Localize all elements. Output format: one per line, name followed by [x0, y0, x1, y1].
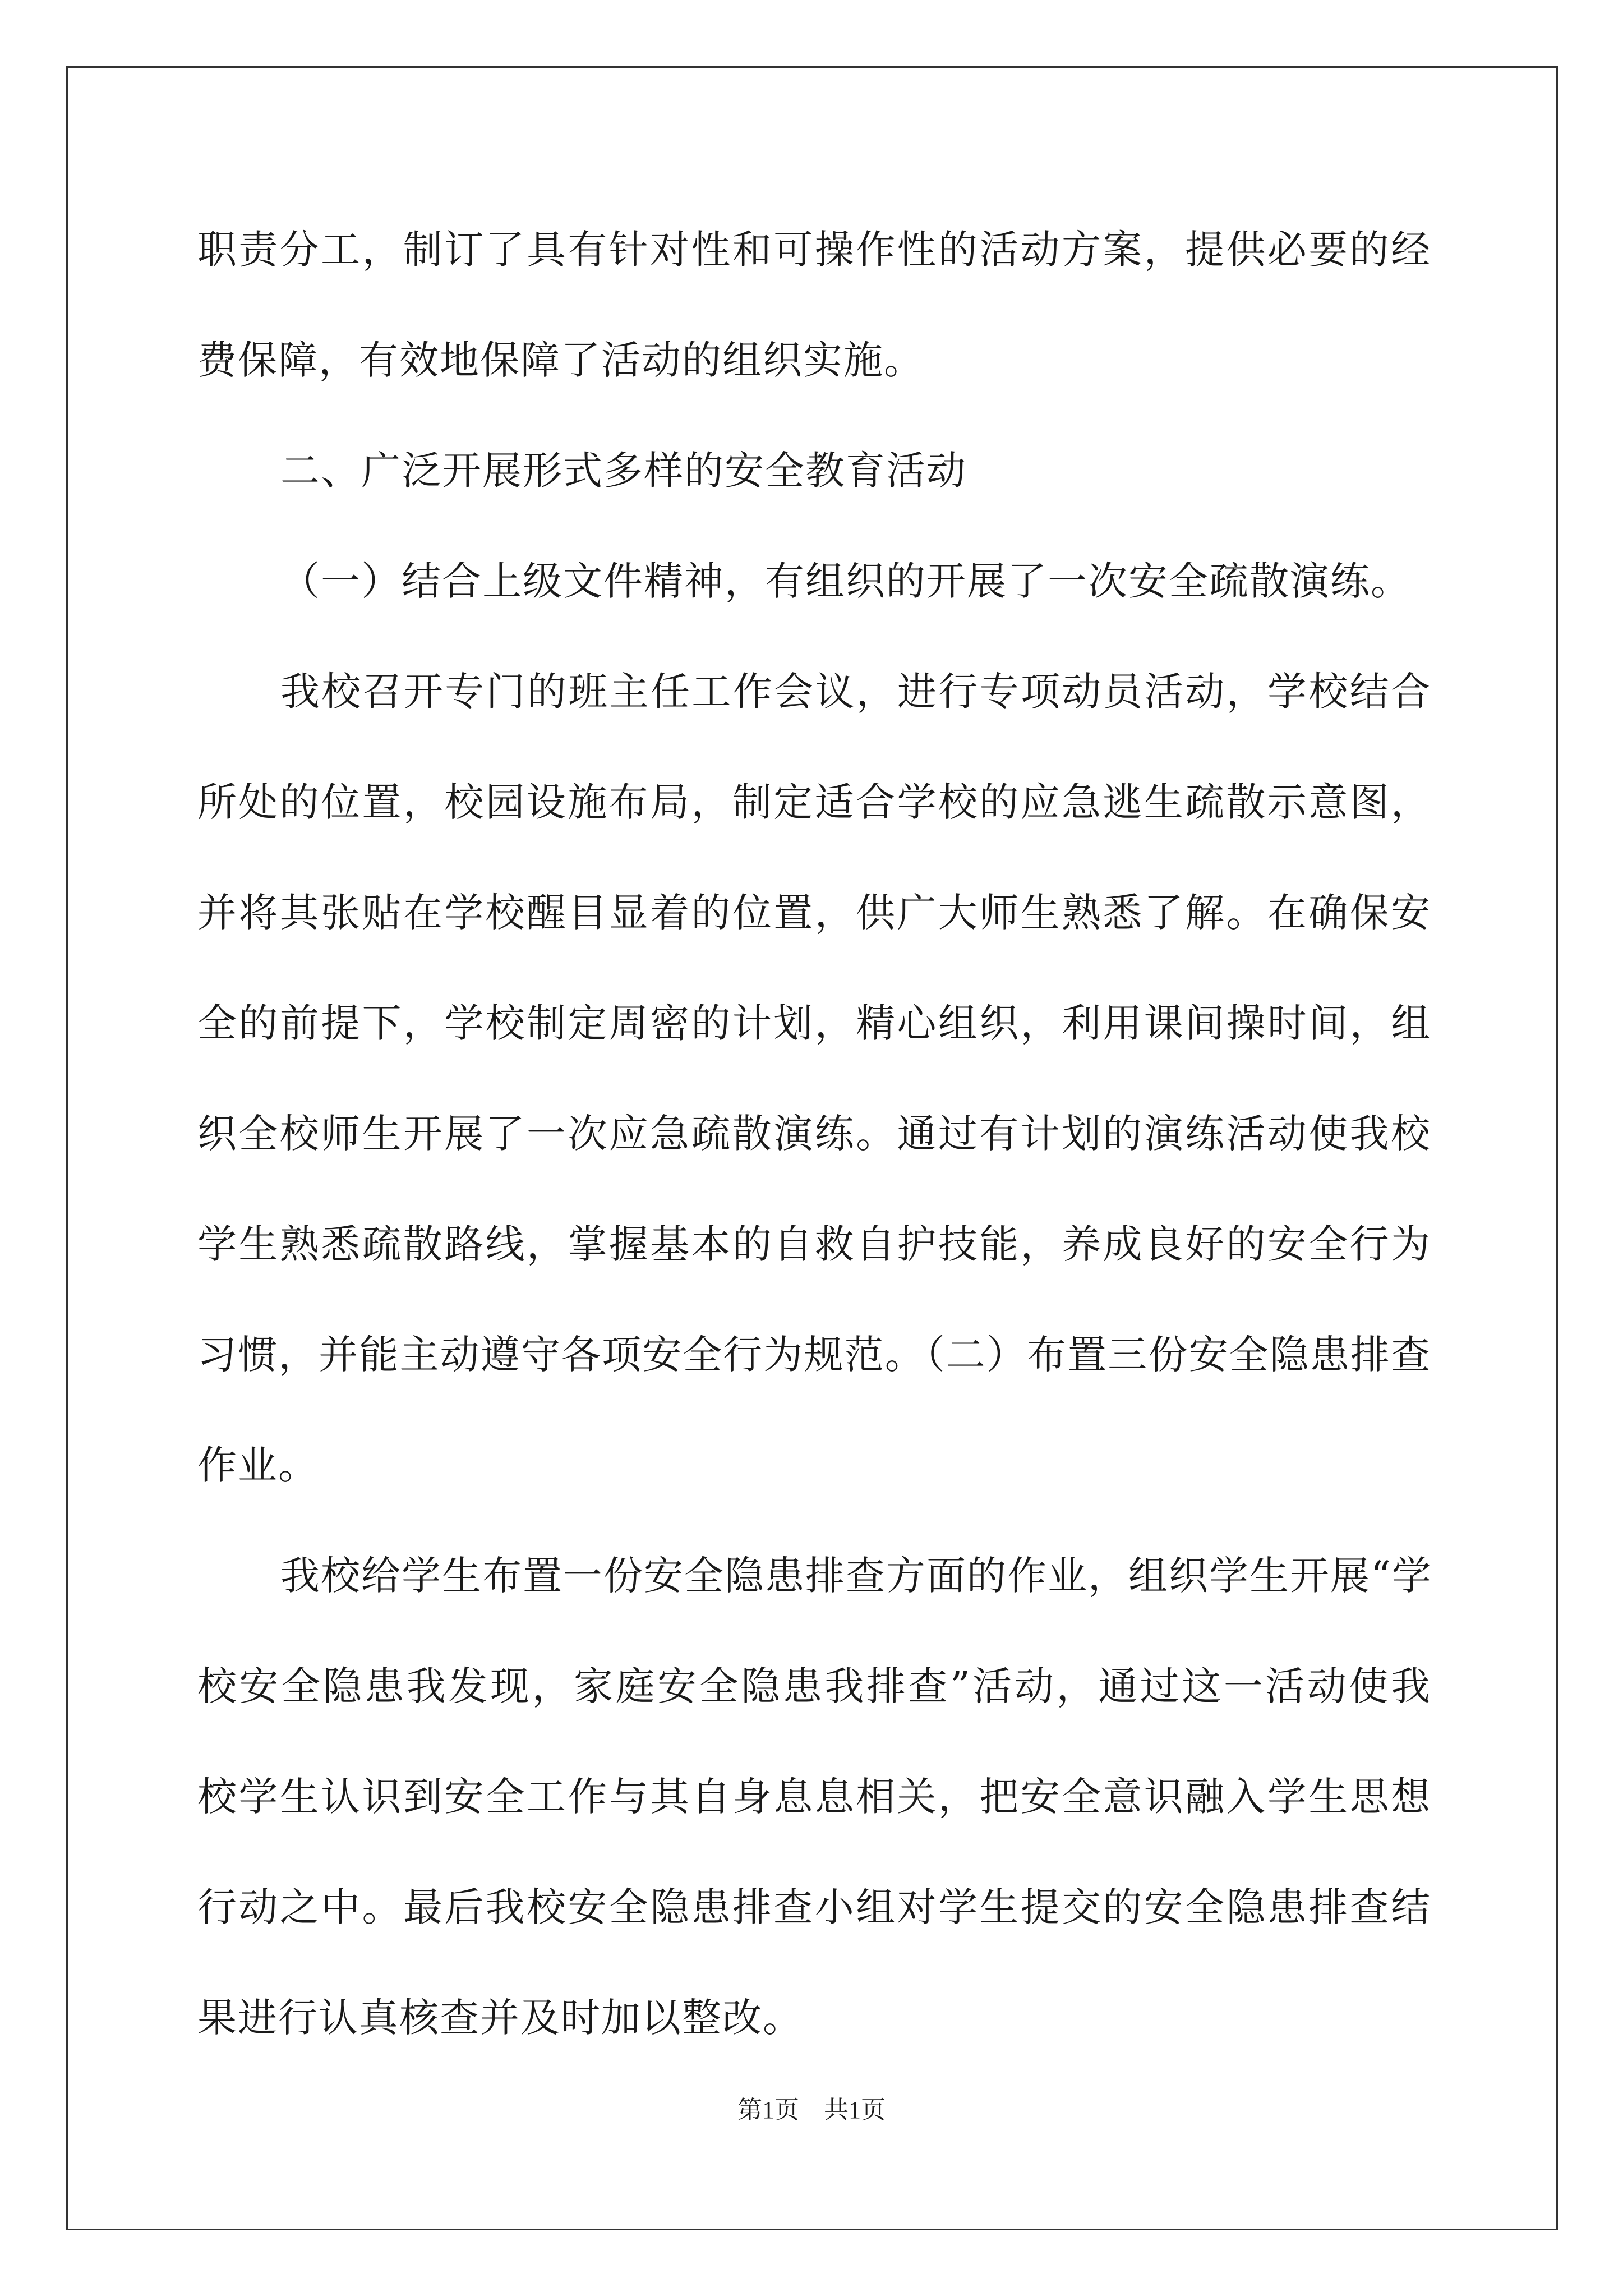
- body-line: 果进行认真核查并及时加以整改。: [197, 1995, 803, 2041]
- page-number-footer: 第1页 共1页: [737, 2096, 886, 2124]
- body-line: 学生熟悉疏散路线，掌握基本的自救自护技能，养成良好的安全行为: [197, 1221, 1431, 1267]
- body-line: 职责分工，制订了具有针对性和可操作性的活动方案，提供必要的经: [197, 227, 1431, 273]
- body-line: 习惯，并能主动遵守各项安全行为规范。（二）布置三份安全隐患排查: [197, 1332, 1431, 1378]
- body-line: 我校给学生布置一份安全隐患排查方面的作业，组织学生开展“学: [280, 1553, 1432, 1599]
- document-body: [197, 213, 1431, 2092]
- body-line: 所处的位置，校园设施布局，制定适合学校的应急逃生疏散示意图，: [197, 779, 1431, 825]
- body-line: 并将其张贴在学校醒目显着的位置，供广大师生熟悉了解。在确保安: [197, 890, 1431, 936]
- section-heading: 二、广泛开展形式多样的安全教育活动: [280, 448, 967, 494]
- body-line: 校安全隐患我发现，家庭安全隐患我排查”活动，通过这一活动使我: [197, 1663, 1431, 1709]
- subsection-heading: （一）结合上级文件精神，有组织的开展了一次安全疏散演练。: [280, 558, 1411, 604]
- body-line: 费保障，有效地保障了活动的组织实施。: [197, 337, 924, 383]
- body-line: 织全校师生开展了一次应急疏散演练。通过有计划的演练活动使我校: [197, 1111, 1431, 1157]
- body-line: 行动之中。最后我校安全隐患排查小组对学生提交的安全隐患排查结: [197, 1884, 1431, 1930]
- body-line: 全的前提下，学校制定周密的计划，精心组织，利用课间操时间，组: [197, 1000, 1431, 1046]
- body-line: 作业。: [197, 1442, 319, 1488]
- body-line: 校学生认识到安全工作与其自身息息相关，把安全意识融入学生思想: [197, 1774, 1431, 1820]
- body-line: 我校召开专门的班主任工作会议，进行专项动员活动，学校结合: [280, 669, 1431, 715]
